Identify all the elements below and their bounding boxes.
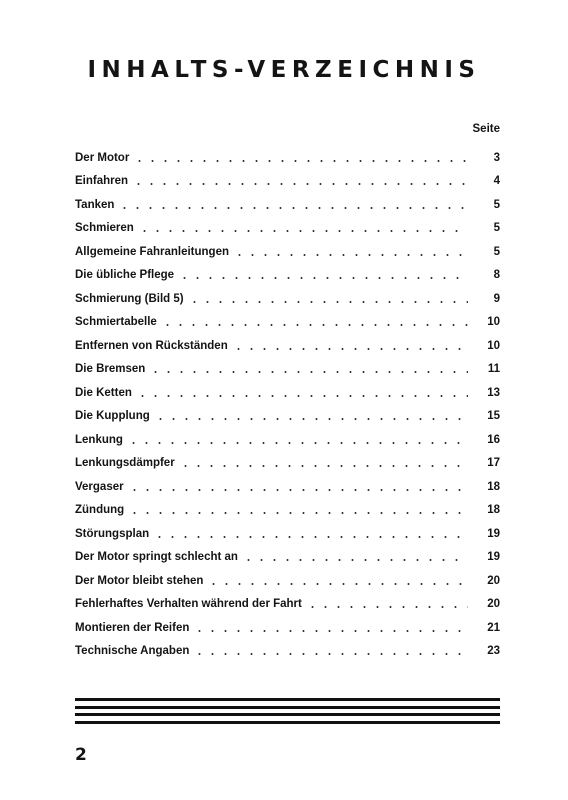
dot-leader bbox=[306, 597, 468, 611]
toc-entry-label: Lenkung bbox=[75, 433, 123, 446]
dot-leader bbox=[149, 362, 468, 376]
toc-entry-label: Die übliche Pflege bbox=[75, 269, 175, 282]
toc-entry bbox=[75, 381, 500, 405]
dot-leader bbox=[133, 151, 468, 165]
toc-entry-page: 19 bbox=[487, 527, 500, 540]
toc-entry-label: Die Bremsen bbox=[75, 363, 146, 376]
dot-leader bbox=[179, 456, 468, 470]
toc-entry bbox=[75, 217, 500, 241]
toc-entry-page: 5 bbox=[493, 245, 500, 258]
toc-entry-label: Schmiertabelle bbox=[75, 316, 157, 329]
toc-entry bbox=[75, 405, 500, 429]
toc-entry bbox=[75, 640, 500, 664]
toc-entry-label: Allgemeine Fahranleitungen bbox=[75, 245, 229, 258]
toc-entry-label: Tanken bbox=[75, 198, 115, 211]
toc-entry-label: Lenkungsdämpfer bbox=[75, 457, 175, 470]
dot-leader bbox=[128, 503, 468, 517]
toc-entry-page: 11 bbox=[487, 363, 500, 376]
dot-leader bbox=[193, 644, 468, 658]
toc-entry-page: 17 bbox=[487, 457, 500, 470]
toc-entry-page: 3 bbox=[493, 151, 500, 164]
dot-leader bbox=[242, 550, 468, 564]
dot-leader bbox=[188, 292, 468, 306]
toc-entry-page: 20 bbox=[487, 574, 500, 587]
toc-entry bbox=[75, 616, 500, 640]
toc-entry bbox=[75, 452, 500, 476]
page-number: 2 bbox=[75, 745, 87, 765]
toc-entry bbox=[75, 311, 500, 335]
toc-entry bbox=[75, 522, 500, 546]
page-column-header: Seite bbox=[472, 123, 500, 135]
toc-entry bbox=[75, 264, 500, 288]
toc-entry bbox=[75, 146, 500, 170]
dot-leader bbox=[136, 386, 468, 400]
toc-entry-page: 13 bbox=[487, 386, 500, 399]
toc-entry-label: Der Motor bleibt stehen bbox=[75, 574, 204, 587]
toc-entry-page: 21 bbox=[487, 621, 500, 634]
toc-entry-label: Entfernen von Rückständen bbox=[75, 339, 228, 352]
toc-entry-page: 15 bbox=[487, 410, 500, 423]
toc-entry-page: 18 bbox=[487, 480, 500, 493]
toc-entry-page: 23 bbox=[487, 645, 500, 658]
toc-entry bbox=[75, 546, 500, 570]
dot-leader bbox=[232, 339, 468, 353]
toc-entry bbox=[75, 593, 500, 617]
decorative-rules bbox=[75, 698, 500, 728]
toc-entry-label: Die Ketten bbox=[75, 386, 132, 399]
toc-entry-page: 9 bbox=[493, 292, 500, 305]
toc-entry-label: Schmieren bbox=[75, 222, 134, 235]
toc-entry-label: Zündung bbox=[75, 504, 125, 517]
dot-leader bbox=[128, 480, 468, 494]
toc-entry-page: 18 bbox=[487, 504, 500, 517]
dot-leader bbox=[161, 315, 468, 329]
toc-entry bbox=[75, 569, 500, 593]
toc-entry-page: 5 bbox=[493, 198, 500, 211]
toc-entry-page: 19 bbox=[487, 551, 500, 564]
toc-entry bbox=[75, 428, 500, 452]
toc-entry bbox=[75, 334, 500, 358]
toc-entry bbox=[75, 287, 500, 311]
horizontal-rule bbox=[75, 706, 500, 709]
toc-entry-page: 10 bbox=[487, 316, 500, 329]
dot-leader bbox=[233, 245, 468, 259]
dot-leader bbox=[127, 433, 468, 447]
dot-leader bbox=[153, 527, 468, 541]
toc-entry bbox=[75, 170, 500, 194]
toc-entry-label: Fehlerhaftes Verhalten während der Fahrt bbox=[75, 598, 302, 611]
table-of-contents bbox=[75, 146, 500, 663]
toc-entry-label: Der Motor springt schlecht an bbox=[75, 551, 238, 564]
toc-entry-page: 4 bbox=[493, 175, 500, 188]
dot-leader bbox=[154, 409, 468, 423]
toc-entry-label: Vergaser bbox=[75, 480, 124, 493]
dot-leader bbox=[118, 198, 468, 212]
toc-entry-page: 16 bbox=[487, 433, 500, 446]
toc-entry-page: 8 bbox=[493, 269, 500, 282]
toc-entry bbox=[75, 475, 500, 499]
dot-leader bbox=[138, 221, 468, 235]
toc-entry-label: Störungsplan bbox=[75, 527, 150, 540]
toc-entry-label: Die Kupplung bbox=[75, 410, 150, 423]
horizontal-rule bbox=[75, 698, 500, 701]
dot-leader bbox=[178, 268, 468, 282]
toc-entry-label: Montieren der Reifen bbox=[75, 621, 190, 634]
toc-entry bbox=[75, 499, 500, 523]
toc-entry bbox=[75, 240, 500, 264]
toc-entry bbox=[75, 358, 500, 382]
toc-entry-page: 10 bbox=[487, 339, 500, 352]
toc-entry-label: Der Motor bbox=[75, 151, 130, 164]
toc-entry-page: 5 bbox=[493, 222, 500, 235]
horizontal-rule bbox=[75, 713, 500, 716]
dot-leader bbox=[132, 174, 468, 188]
toc-entry-label: Einfahren bbox=[75, 175, 129, 188]
toc-entry-label: Schmierung (Bild 5) bbox=[75, 292, 184, 305]
page-title: INHALTS-VERZEICHNIS bbox=[87, 57, 481, 83]
toc-entry-label: Technische Angaben bbox=[75, 645, 190, 658]
toc-entry-page: 20 bbox=[487, 598, 500, 611]
dot-leader bbox=[207, 574, 468, 588]
dot-leader bbox=[193, 621, 468, 635]
toc-entry bbox=[75, 193, 500, 217]
horizontal-rule bbox=[75, 721, 500, 724]
